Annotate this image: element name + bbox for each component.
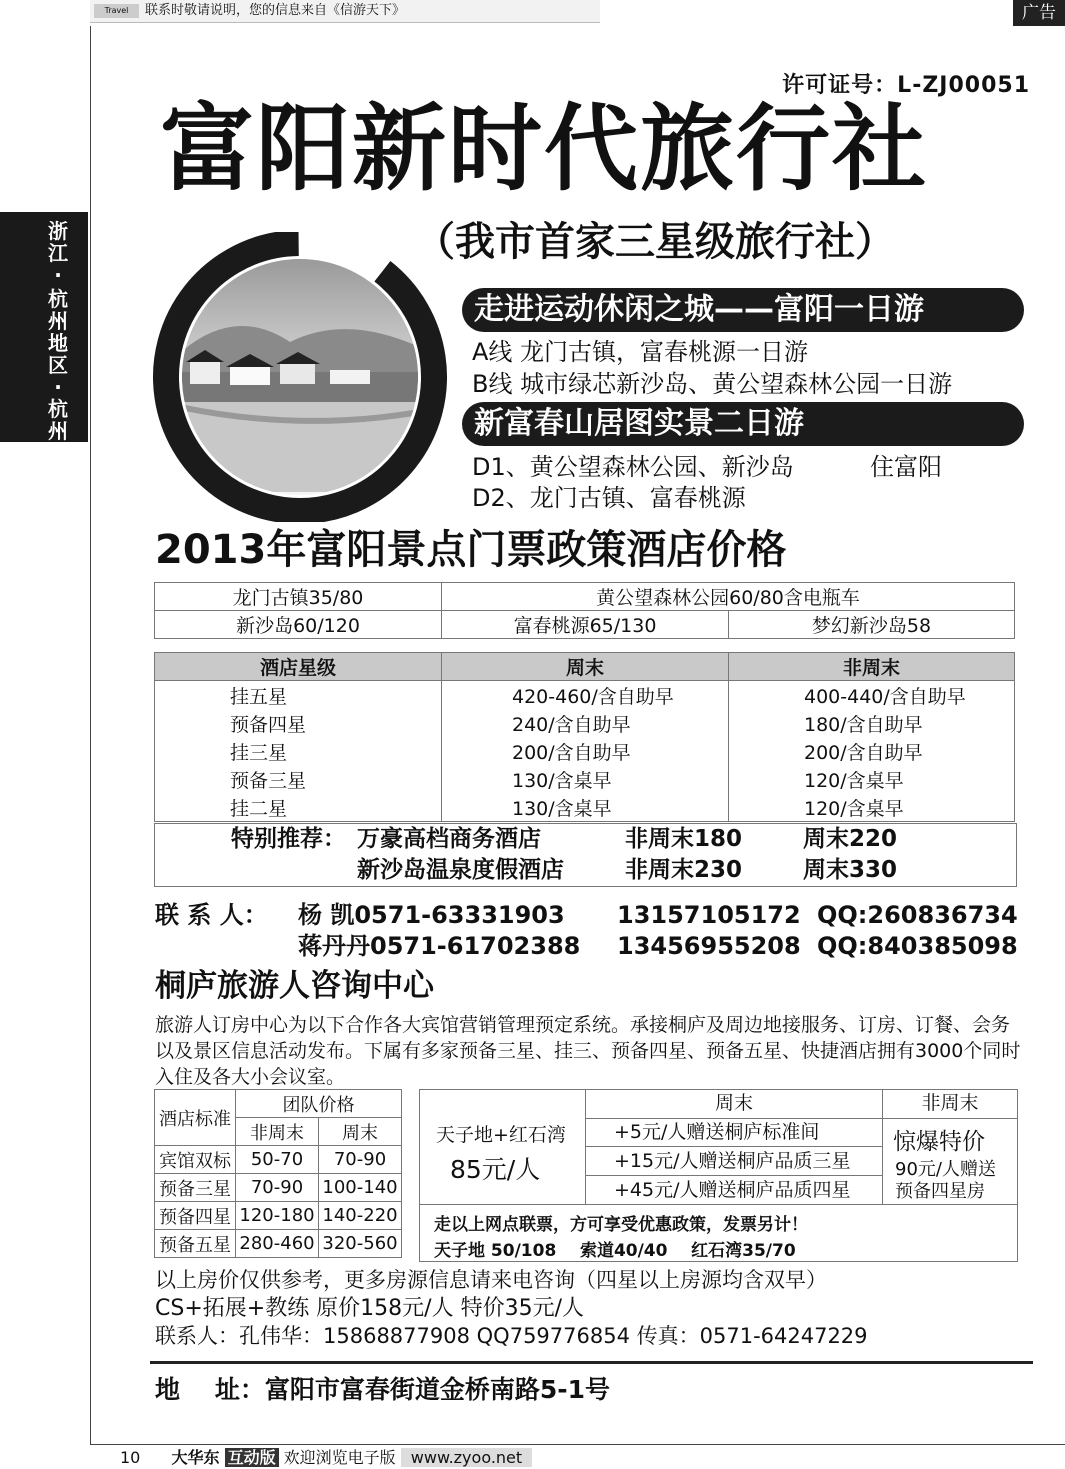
table-row [155, 737, 1015, 765]
promo-special-cell [882, 1118, 1017, 1205]
tour-line-b: B线 城市绿芯新沙岛、黄公望森林公园一日游 [472, 370, 953, 398]
tour-banner-two-day: 新富春山居图实景二日游 [462, 402, 1024, 446]
special-hotel-1-weekend: 周末220 [803, 826, 898, 852]
contact-1-qq: QQ:260836734 [817, 901, 1018, 929]
tour-day-1-stay: 住富阳 [870, 453, 942, 481]
ad-label: 广告 [1013, 0, 1065, 26]
promo-option-3: +45元/人赠送桐庐品质四星 [585, 1175, 883, 1205]
table-row [155, 681, 1015, 710]
tour-day-2: D2、龙门古镇、富春桃源 [472, 484, 746, 512]
group-weekday: 70-90 [236, 1174, 319, 1202]
group-weekend: 320-560 [319, 1230, 402, 1258]
footer-url-link[interactable]: www.zyoo.net [401, 1448, 532, 1467]
ticket-cell: 龙门古镇35/80 [155, 583, 442, 611]
ticket-cell: 新沙岛60/120 [155, 611, 442, 639]
ticket-cell: 黄公望森林公园60/80含电瓶车 [442, 583, 1015, 611]
hotel-header-weekday: 非周末 [729, 653, 1015, 681]
promo-header-weekday: 非周末 [882, 1090, 1017, 1119]
promo-divider [420, 1204, 1017, 1205]
table-row [155, 1202, 402, 1230]
promo-special-title: 惊爆特价 [893, 1129, 985, 1155]
hotel-level: 挂五星 [155, 681, 442, 710]
address-value: 富阳市富春街道金桥南路5-1号 [264, 1375, 610, 1404]
group-weekday: 50-70 [236, 1146, 319, 1174]
group-weekday: 120-180 [236, 1202, 319, 1230]
top-info-bar [90, 0, 600, 23]
contact-1-mobile: 13157105172 [617, 901, 801, 929]
contact-2-mobile: 13456955208 [617, 932, 801, 960]
tour-day-1: D1、黄公望森林公园、新沙岛 [472, 453, 794, 481]
address-line [155, 1375, 610, 1405]
table-row [155, 1174, 402, 1202]
group-weekend: 100-140 [319, 1174, 402, 1202]
agency-title: 富阳新时代旅行社 [160, 95, 929, 204]
hotel-weekend-price: 240/含自助早 [442, 709, 729, 737]
hotel-weekday-price: 200/含自助早 [729, 737, 1015, 765]
promo-special-line-2: 预备四星房 [895, 1181, 985, 1202]
ticket-cell: 富春桃源65/130 [442, 611, 729, 639]
hotel-weekday-price: 120/含桌早 [729, 765, 1015, 793]
promo-place: 天子地+红石湾 [436, 1124, 566, 1146]
table-row [155, 1146, 402, 1174]
group-price-table [154, 1089, 402, 1258]
promo-note-1: 走以上网点联票，方可享受优惠政策，发票另计！ [434, 1215, 808, 1235]
tour-banner-day-trip: 走进运动休闲之城——富阳一日游 [462, 288, 1024, 332]
ink-landscape-image [150, 232, 450, 522]
region-side-tab [0, 212, 88, 442]
hotel-level: 预备四星 [155, 709, 442, 737]
agency-subtitle: （我市首家三星级旅行社） [415, 219, 895, 265]
special-label: 特别推荐： [231, 826, 346, 852]
group-header-price: 团队价格 [236, 1090, 402, 1118]
side-tab-province: 浙江· [48, 219, 68, 287]
hotel-weekday-price: 400-440/含自助早 [729, 681, 1015, 710]
tonglu-center-title: 桐庐旅游人咨询中心 [155, 968, 434, 1004]
side-tab-city: 杭州地区·杭州 [48, 287, 68, 443]
special-hotel-2: 新沙岛温泉度假酒店 [357, 857, 564, 883]
footer-brand: 大华东 [171, 1448, 220, 1467]
tonglu-center-description: 旅游人订房中心为以下合作各大宾馆营销管理预定系统。承接桐庐及周边地接服务、订房、订餐、会务以及景区信息活动发布。下属有多家预备三星、挂三、预备四星、预备五星、快捷酒店拥有3000个同时入住及各大小会议室。 [155, 1014, 1021, 1088]
special-hotel-1-weekday: 非周末180 [625, 826, 743, 852]
combo-ticket-promo [419, 1089, 1018, 1262]
hotel-header-level: 酒店星级 [155, 653, 442, 681]
promo-header-weekend: 周末 [585, 1090, 883, 1119]
address-label: 地 址： [155, 1375, 265, 1404]
hotel-weekday-price: 120/含桌早 [729, 793, 1015, 822]
ticket-price-table [154, 582, 1015, 639]
hotel-level: 预备三星 [155, 765, 442, 793]
contact-2-phone: 蒋丹丹0571-61702388 [298, 932, 581, 960]
hotel-header-weekend: 周末 [442, 653, 729, 681]
special-recommendation-box [154, 823, 1017, 887]
group-header-standard: 酒店标准 [155, 1090, 236, 1146]
group-weekend: 140-220 [319, 1202, 402, 1230]
group-weekday: 280-460 [236, 1230, 319, 1258]
promo-option-1: +5元/人赠送桐庐标准间 [585, 1118, 883, 1147]
contacts-label: 联 系 人： [155, 901, 268, 929]
page-number: 10 [120, 1448, 141, 1467]
promo-option-2: +15元/人赠送桐庐品质三星 [585, 1146, 883, 1176]
group-hotel: 宾馆双标 [155, 1146, 236, 1174]
hotel-level: 挂三星 [155, 737, 442, 765]
top-info-text: 联系时敬请说明，您的信息来自《信游天下》 [145, 3, 406, 18]
table-row [155, 709, 1015, 737]
publisher-logo: Travel [94, 4, 139, 18]
note-reference: 以上房价仅供参考，更多房源信息请来电咨询（四星以上房源均含双早） [155, 1268, 827, 1292]
note-contact: 联系人：孔伟华：15868877908 QQ759776854 传真：0571-64247229 [155, 1324, 868, 1348]
contact-1-phone: 杨 凯0571-63331903 [298, 901, 565, 929]
group-hotel: 预备五星 [155, 1230, 236, 1258]
table-row [155, 1230, 402, 1258]
promo-note-2: 天子地 50/108 索道40/40 红石湾35/70 [434, 1241, 796, 1261]
promo-special-line-1: 90元/人赠送 [895, 1159, 996, 1180]
footer-text: 欢迎浏览电子版 [283, 1448, 396, 1467]
hotel-weekend-price: 200/含自助早 [442, 737, 729, 765]
special-hotel-1: 万豪高档商务酒店 [357, 826, 541, 852]
hotel-level: 挂二星 [155, 793, 442, 822]
table-row [155, 793, 1015, 822]
divider [150, 1361, 1033, 1364]
hotel-weekend-price: 420-460/含自助早 [442, 681, 729, 710]
hotel-weekend-price: 130/含桌早 [442, 765, 729, 793]
group-header-weekday: 非周末 [236, 1118, 319, 1146]
special-hotel-2-weekday: 非周末230 [625, 857, 743, 883]
special-hotel-2-weekend: 周末330 [803, 857, 898, 883]
page-footer [120, 1447, 532, 1469]
group-weekend: 70-90 [319, 1146, 402, 1174]
note-cs-offer: CS+拓展+教练 原价158元/人 特价35元/人 [155, 1296, 584, 1321]
hotel-weekday-price: 180/含自助早 [729, 709, 1015, 737]
promo-base-price: 85元/人 [450, 1155, 541, 1184]
group-hotel: 预备三星 [155, 1174, 236, 1202]
table-row [155, 765, 1015, 793]
ticket-cell: 梦幻新沙岛58 [729, 611, 1015, 639]
group-hotel: 预备四星 [155, 1202, 236, 1230]
contact-2-qq: QQ:840385098 [817, 932, 1018, 960]
footer-badge: 互动版 [225, 1448, 279, 1467]
group-header-weekend: 周末 [319, 1118, 402, 1146]
hotel-weekend-price: 130/含桌早 [442, 793, 729, 822]
section-heading-2013: 2013年富阳景点门票政策酒店价格 [155, 527, 787, 573]
promo-place-cell [420, 1090, 586, 1205]
tour-line-a: A线 龙门古镇，富春桃源一日游 [472, 338, 809, 366]
license-number: 许可证号：L-ZJ00051 [782, 73, 1030, 98]
hotel-price-table [154, 652, 1015, 822]
